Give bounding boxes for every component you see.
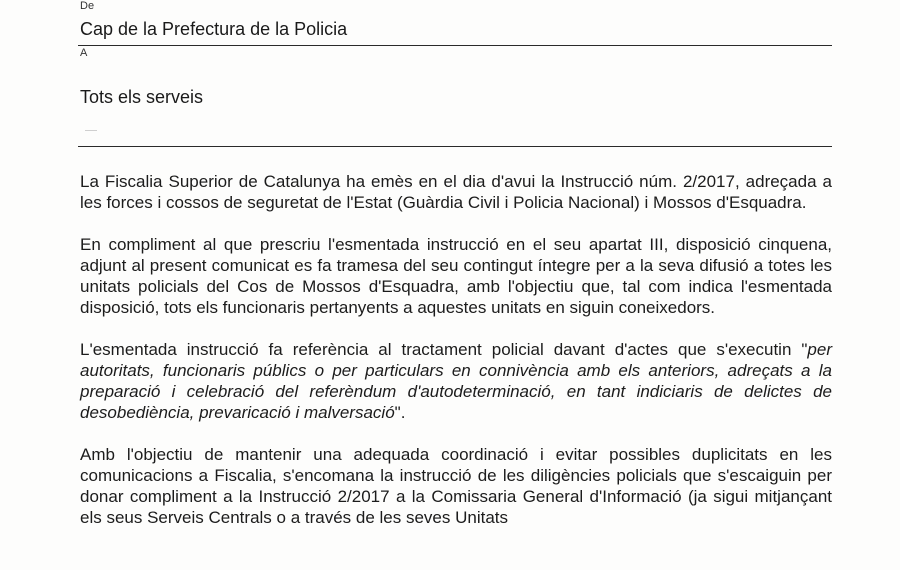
scan-smudge — [85, 130, 97, 131]
paragraph-3 — [80, 339, 832, 423]
to-value: Tots els serveis — [80, 87, 204, 107]
from-value: Cap de la Prefectura de la Policia — [80, 19, 348, 39]
paragraph-4: Amb l'objectiu de mantenir una adequada coordinació i evitar possibles duplicitats en les comunicacions a Fiscalia, s'encomana la instrucció de les diligències policials que s'escaiguin per donar compliment a la Instrucció 2/2017 a la Comissaria General d'Informació (ja sigui mitjançant els seus Serveis Centrals o a través de les seves Unitats — [80, 445, 832, 527]
to-rule — [78, 146, 832, 147]
from-rule — [78, 45, 832, 46]
paragraph-2: En compliment al que prescriu l'esmentada instrucció en el seu apartat III, disposició cinquena, adjunt al present comunicat es fa tramesa del seu contingut íntegre per a la seva difusió a totes les unitats policials del Cos de Mossos d'Esquadra, amb l'objectiu que, tal com indica l'esmentada disposició, tots els funcionaris pertanyents a aquestes unitats en siguin coneixedors. — [80, 235, 832, 317]
paragraph-3-lead: L'esmentada instrucció fa referència al tractament policial davant d'actes que s'executin " — [80, 340, 808, 359]
to-label: A — [80, 47, 88, 59]
paragraph-1: La Fiscalia Superior de Catalunya ha emès en el dia d'avui la Instrucció núm. 2/2017, adreçada a les forces i cossos de seguretat de l'Estat (Guàrdia Civil i Policia Nacional) i Mossos d'Esquadra. — [80, 172, 832, 212]
memo-body — [80, 171, 832, 549]
from-label: De — [80, 0, 95, 12]
paragraph-3-quote: per autoritats, funcionaris públics o per particulars en connivència amb els anteriors, adreçats a la preparació i celebració del referèndum d'autodeterminació, en tant indiciaris de delictes de desobediència, prevaricació i malversació — [80, 340, 832, 422]
paragraph-3-tail: ". — [394, 403, 406, 422]
